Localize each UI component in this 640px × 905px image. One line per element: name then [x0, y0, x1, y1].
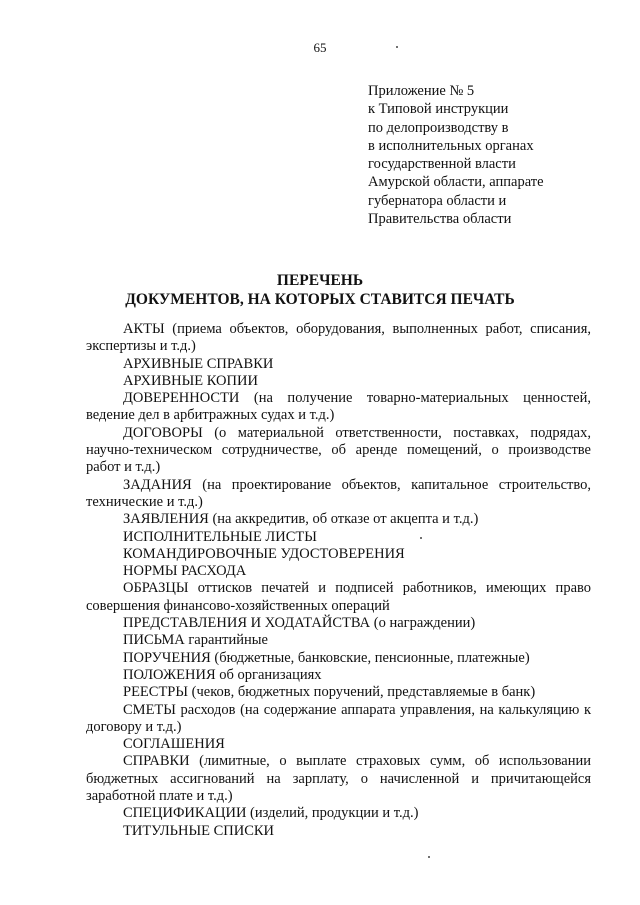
- appendix-line: по делопроизводству в: [368, 119, 509, 136]
- page-number: 65: [313, 40, 327, 55]
- list-entry: СПРАВКИ (лимитные, о выплате страховых сумм, об использовании бюджетных ассигнований на зарплату, о начисленной и причитающейся заработной плате и т.д.): [86, 753, 591, 805]
- list-entry: АКТЫ (приема объектов, оборудования, выполненных работ, списания, экспертизы и т.д.): [86, 321, 591, 355]
- list-entry: КОМАНДИРОВОЧНЫЕ УДОСТОВЕРЕНИЯ: [123, 545, 405, 562]
- list-entry: ПОЛОЖЕНИЯ об организациях: [123, 666, 322, 683]
- appendix-block: [368, 82, 618, 228]
- appendix-line: Амурской области, аппарате: [368, 174, 544, 191]
- list-entry: РЕЕСТРЫ (чеков, бюджетных поручений, представляемые в банк): [123, 684, 536, 701]
- list-entry: ТИТУЛЬНЫЕ СПИСКИ: [123, 822, 275, 839]
- list-entry: ДОГОВОРЫ (о материальной ответственности, поставках, подрядах, научно-техническом сотрудничестве, об аренде помещений, о производстве работ и т.д.): [86, 424, 591, 476]
- scan-speck: [396, 46, 398, 48]
- appendix-line: в исполнительных органах: [368, 137, 534, 154]
- list-entry: ПОРУЧЕНИЯ (бюджетные, банковские, пенсионные, платежные): [123, 649, 530, 666]
- list-entry: АРХИВНЫЕ СПРАВКИ: [123, 355, 274, 372]
- list-entry: ОБРАЗЦЫ оттисков печатей и подписей работников, имеющих право совершения финансово-хозяйственных операций: [86, 580, 591, 614]
- list-entry: ПРЕДСТАВЛЕНИЯ И ХОДАТАЙСТВА (о награждении): [123, 615, 476, 632]
- list-entry: ЗАДАНИЯ (на проектирование объектов, капитальное строительство, технические и т.д.): [86, 476, 591, 510]
- appendix-line: государственной власти: [368, 156, 516, 173]
- title-line-2: ДОКУМЕНТОВ, НА КОТОРЫХ СТАВИТСЯ ПЕЧАТЬ: [125, 291, 515, 308]
- list-entry: ЗАЯВЛЕНИЯ (на аккредитив, об отказе от акцепта и т.д.): [123, 511, 479, 528]
- appendix-line: губернатора области и: [368, 192, 507, 209]
- list-entry: СМЕТЫ расходов (на содержание аппарата управления, на калькуляцию к договору и т.д.): [86, 701, 591, 735]
- list-entry: СПЕЦИФИКАЦИИ (изделий, продукции и т.д.): [123, 805, 419, 822]
- list-entry: ПИСЬМА гарантийные: [123, 632, 268, 649]
- list-entry: НОРМЫ РАСХОДА: [123, 563, 247, 580]
- appendix-line: к Типовой инструкции: [368, 101, 509, 118]
- list-entry: ИСПОЛНИТЕЛЬНЫЕ ЛИСТЫ: [123, 528, 317, 545]
- list-entry: СОГЛАШЕНИЯ: [123, 736, 225, 753]
- list-entry: АРХИВНЫЕ КОПИИ: [123, 372, 258, 389]
- scan-speck: [428, 856, 430, 858]
- title-line-1: ПЕРЕЧЕНЬ: [276, 272, 364, 289]
- appendix-line: Приложение № 5: [368, 83, 475, 99]
- list-entry: ДОВЕРЕННОСТИ (на получение товарно-материальных ценностей, ведение дел в арбитражных судах и т.д.): [86, 390, 591, 424]
- scan-speck: [420, 537, 422, 539]
- document-title: [0, 271, 640, 309]
- appendix-line: Правительства области: [368, 211, 512, 228]
- document-list: [86, 321, 591, 840]
